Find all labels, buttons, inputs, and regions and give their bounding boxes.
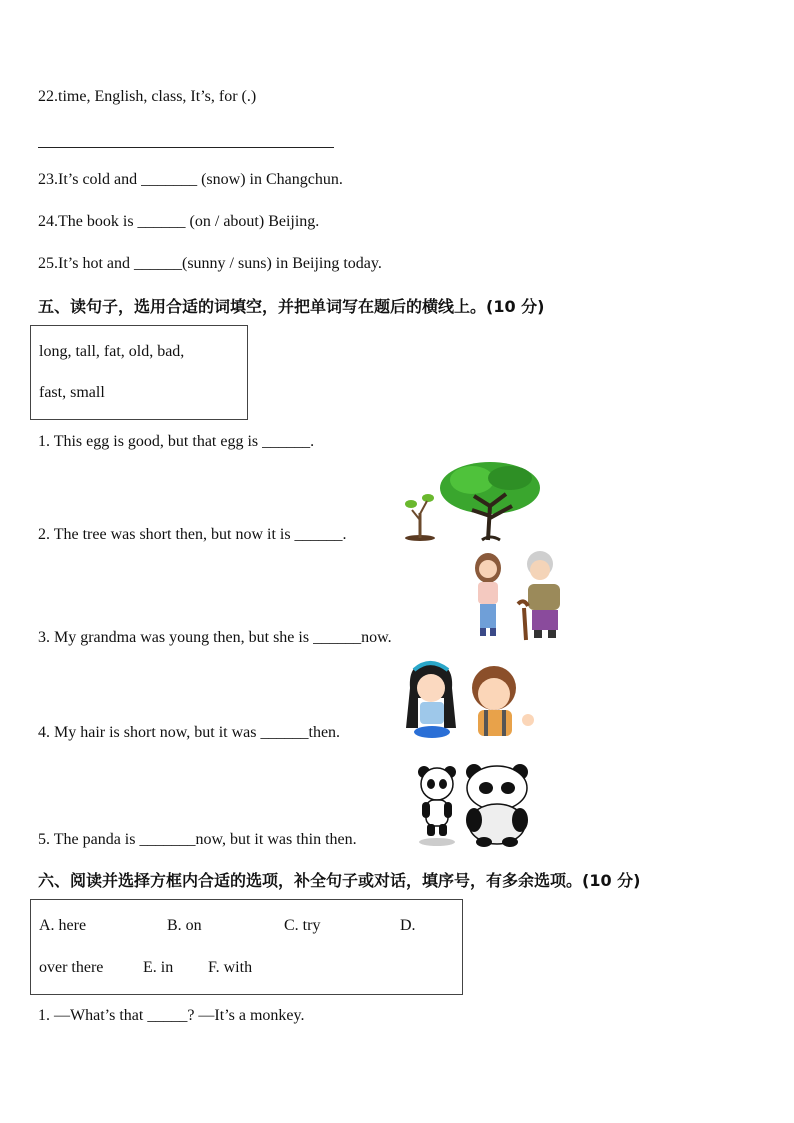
question-23: 23.It’s cold and _______ (snow) in Changchun. [38, 171, 343, 188]
section-5-item-4: 4. My hair is short now, but it was ______then. [38, 724, 341, 741]
section-5-item-2: 2. The tree was short then, but now it is ______. [38, 526, 347, 543]
question-22: 22.time, English, class, It’s, for (.) [38, 88, 257, 105]
sapling-icon [405, 494, 435, 541]
section-6-heading: 六、阅读并选择方框内合适的选项，补全句子或对话，填序号，有多余选项。(10 分) [38, 871, 641, 890]
question-24: 24.The book is ______ (on / about) Beijing. [38, 213, 320, 230]
long-hair-girl-icon [406, 662, 456, 738]
answer-line [38, 147, 334, 148]
word-bank-line-1: long, tall, fat, old, bad, [39, 343, 185, 360]
young-girl-icon [475, 553, 501, 636]
section-5-item-5: 5. The panda is _______now, but it was thin then. [38, 831, 357, 848]
option-d: D. [400, 917, 416, 934]
options-box [30, 899, 463, 995]
word-bank-line-2: fast, small [39, 384, 105, 401]
short-hair-child-icon [472, 666, 534, 736]
fat-panda-icon [466, 764, 528, 847]
option-e: E. in [143, 959, 174, 976]
option-b: B. on [167, 917, 202, 934]
tree-icon [440, 462, 540, 540]
thin-panda-icon [418, 766, 456, 846]
long-hair-and-short-hair-illustration [404, 658, 542, 742]
section-6-item-1: 1. —What’s that _____? —It’s a monkey. [38, 1007, 305, 1024]
young-girl-and-grandma-illustration [468, 548, 578, 644]
question-25: 25.It’s hot and ______(sunny / suns) in Beijing today. [38, 255, 382, 272]
section-5-item-1: 1. This egg is good, but that egg is ______. [38, 433, 315, 450]
grandma-icon [518, 551, 560, 640]
option-d-continued: over there [39, 959, 104, 976]
option-c: C. try [284, 917, 321, 934]
section-5-item-3: 3. My grandma was young then, but she is ______now. [38, 629, 392, 646]
word-bank-box [30, 325, 248, 420]
option-f: F. with [208, 959, 253, 976]
sapling-and-tree-illustration [402, 458, 542, 544]
thin-panda-and-fat-panda-illustration [412, 758, 532, 848]
section-5-heading: 五、读句子，选用合适的词填空，并把单词写在题后的横线上。(10 分) [38, 297, 545, 316]
option-a: A. here [39, 917, 87, 934]
